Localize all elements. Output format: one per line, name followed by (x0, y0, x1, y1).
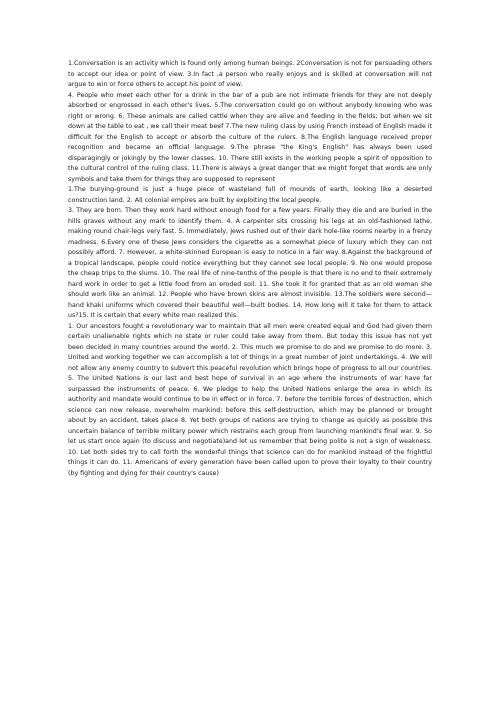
paragraph-5: 1. Our ancestors fought a revolutionary war to maintain that all men were created equal and God had given them certain unalienable rights which no state or ruler could take away from them. But today this issue has not yet been decided in many countries around the world. 2. This much we promise to do and we promise to do more. 3. United and working together we can accomplish a lot of things in a great number of joint undertakings. 4. We will not allow any enemy country to subvert this peaceful revolution which brings hope of progress to all our countries. 5. The United Nations is our last and best hope of survival in an age where the instruments of war have far surpassed the instruments of peace. 6. We pledge to help the United Nations enlarge the area in which its authority and mandate would continue to be in effect or in force. 7. before the terrible forces of destruction, which science can now release, overwhelm mankind; before this self-destruction, which may be planned or brought about by an accident, takes place 8. Yet both groups of nations are trying to change as quickly as possible this uncertain balance of terrible military power which restrains each group from launching mankind's final war. 9. So let us start once again (to discuss and negotiate)and let us remember that being polite is not a sign of weakness. 10. Let both sides try to call forth the wonderful things that science can do for mankind instead of the frightful things it can do. 11. Americans of every generation have been called upon to prove their loyalty to their country (by fighting and dying for their country's cause) (68, 322, 432, 477)
paragraph-1: 1.Conversation is an activity which is found only among human beings. 2Conversation is not for persuading others to accept our idea or point of view. 3.In fact ,a person who really enjoys and is skilled at conversation will not argue to win or force others to accept his point of view. (68, 60, 432, 88)
paragraph-3: 1.The burying-ground is just a huge piece of wasteland full of mounds of earth, looking like a deserted construction land. 2. All colonial empires are built by exploiting the local people. (68, 186, 432, 204)
paragraph-2: 4. People who meet each other for a drink in the bar of a pub are not intimate friends for they are not deeply absorbed or engrossed in each other's lives. 5.The conversation could go on without anybody knowing who was right or wrong. 6. These animals are called cattle when they are alive and feeding in the fields; but when we sit down at the table to eat , we call their meat beef 7.The new ruling class by using French instead of English made it difficult for the English to accept or absorb the culture of the rulers. 8.The English language received proper recognition and became an official language. 9.The phrase "the King's English" has always been used disparagingly or jokingly by the lower classes. 10. There still exists in the working people a spirit of opposition to the cultural control of the ruling class. 11.There is always a great danger that we might forget that words are only symbols and take them for things they are supposed to represent (68, 91, 432, 183)
paragraph-4: 3. They are born. Then they work hard without enough food for a few years. Finally they die and are buried in the hills graves without any mark to identify them. 4. A carpenter sits crossing his legs at an old-fashioned lathe, making round chair-legs very fast. 5. Immediately, Jews rushed out of their dark hole-like rooms nearby in a frenzy madness. 6.Every one of these Jews considers the cigarette as a somewhat piece of luxury which they can not possibly afford. 7. However, a white-skinned European is easy to notice in a fair way. 8.Against the background of a tropical landscape, people could notice everything but they cannot see local people. 9. No one would propose the cheap trips to the slums. 10. The real life of nine-tenths of the people is that there is no end to their extremely hard work in order to get a little food from an eroded soil. 11. She took it for granted that as an old woman she should work like an animal. 12. People who have brown skins are almost invisible. 13.The soldiers were second—hand khaki uniforms which covered their beautiful well—built bodies. 14. How long will it take for them to attack us?15. It is certain that every white man realized this. (68, 207, 432, 319)
document-body (68, 59, 432, 479)
